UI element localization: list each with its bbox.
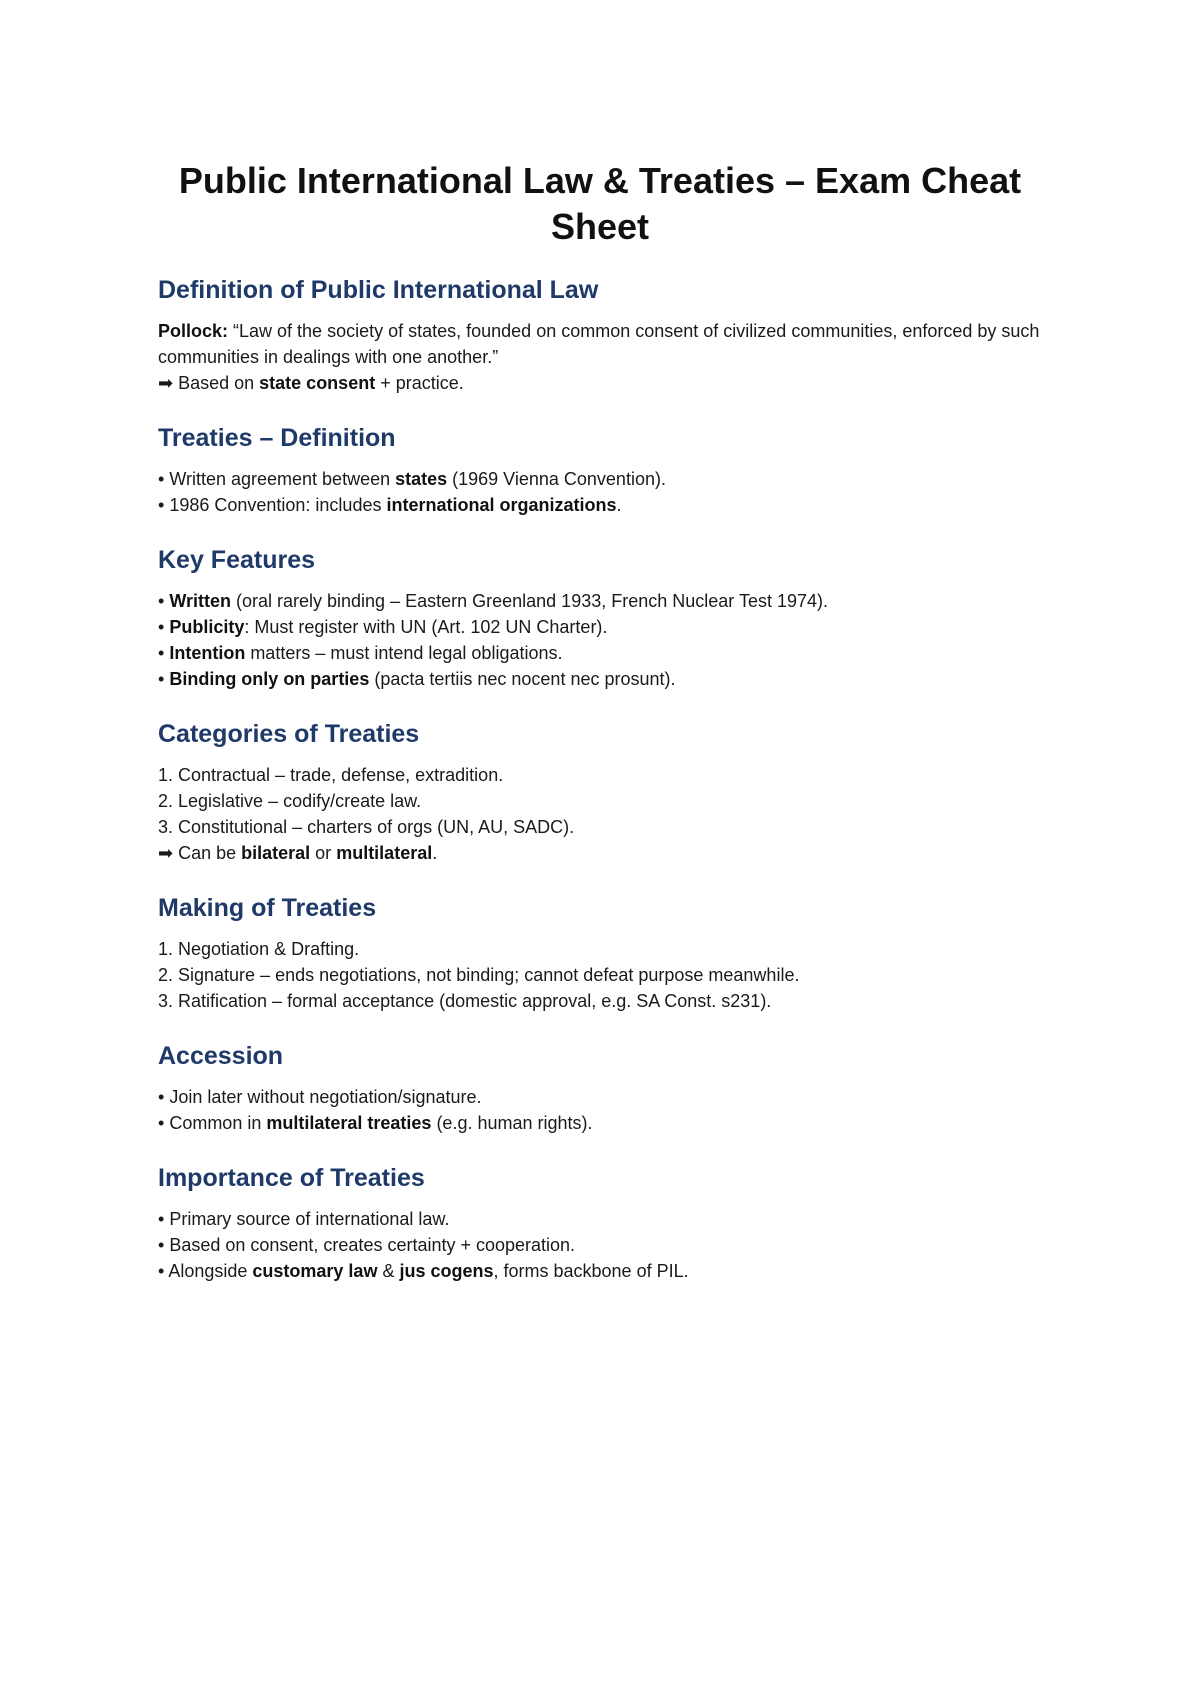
section-body — [158, 588, 1042, 692]
section-categories-of-treaties — [158, 718, 1042, 866]
list-item: ➡ Based on state consent + practice. — [158, 373, 464, 393]
list-item: 3. Ratification – formal acceptance (domestic approval, e.g. SA Const. s231). — [158, 991, 772, 1011]
bullet-icon: • — [158, 495, 165, 515]
list-item: • Written agreement between states (1969 Vienna Convention). — [158, 469, 666, 489]
bullet-icon: • — [158, 1113, 165, 1133]
bullet-icon: • — [158, 1235, 165, 1255]
section-body — [158, 936, 1042, 1014]
arrow-icon: ➡ — [158, 843, 174, 863]
section-body — [158, 318, 1042, 396]
bullet-icon: • — [158, 591, 165, 611]
list-item: • Based on consent, creates certainty + cooperation. — [158, 1235, 576, 1255]
section-heading: Treaties – Definition — [158, 424, 396, 452]
list-item: • Written (oral rarely binding – Eastern Greenland 1933, French Nuclear Test 1974). — [158, 591, 828, 611]
bullet-icon: • — [158, 1087, 165, 1107]
section-heading: Definition of Public International Law — [158, 276, 599, 304]
bullet-icon: • — [158, 1261, 165, 1281]
bullet-icon: • — [158, 469, 165, 489]
list-item: • Join later without negotiation/signature. — [158, 1087, 482, 1107]
bullet-icon: • — [158, 1209, 165, 1229]
list-item: 2. Signature – ends negotiations, not binding; cannot defeat purpose meanwhile. — [158, 965, 800, 985]
bullet-icon: • — [158, 617, 165, 637]
section-heading: Accession — [158, 1042, 284, 1070]
section-body — [158, 466, 1042, 518]
list-item: 1. Negotiation & Drafting. — [158, 939, 360, 959]
section-body — [158, 1206, 1042, 1284]
section-definition-pil — [158, 274, 1042, 396]
list-item: • Primary source of international law. — [158, 1209, 450, 1229]
section-treaties-definition — [158, 422, 1042, 518]
page-title: Public International Law & Treaties – Exam Cheat Sheet — [178, 160, 1022, 247]
list-item: • Common in multilateral treaties (e.g. human rights). — [158, 1113, 593, 1133]
list-item: • Binding only on parties (pacta tertiis nec nocent nec prosunt). — [158, 669, 676, 689]
section-heading: Making of Treaties — [158, 894, 377, 922]
bullet-icon: • — [158, 669, 165, 689]
bullet-icon: • — [158, 643, 165, 663]
author-label: Pollock: — [158, 321, 229, 341]
section-key-features — [158, 544, 1042, 692]
section-heading: Categories of Treaties — [158, 720, 420, 748]
section-accession — [158, 1040, 1042, 1136]
section-making-of-treaties — [158, 892, 1042, 1014]
list-item: ➡ Can be bilateral or multilateral. — [158, 843, 438, 863]
section-body — [158, 1084, 1042, 1136]
quote-text: “Law of the society of states, founded on common consent of civilized communities, enforced by such communities in dealings with one another.” — [158, 321, 1040, 367]
section-heading: Key Features — [158, 546, 316, 574]
section-importance-of-treaties — [158, 1162, 1042, 1284]
definition-quote — [158, 318, 1042, 370]
list-item: 2. Legislative – codify/create law. — [158, 791, 422, 811]
list-item: • Alongside customary law & jus cogens, forms backbone of PIL. — [158, 1261, 689, 1281]
list-item: • Publicity: Must register with UN (Art. 102 UN Charter). — [158, 617, 608, 637]
arrow-icon: ➡ — [158, 373, 174, 393]
section-body — [158, 762, 1042, 866]
list-item: 3. Constitutional – charters of orgs (UN, AU, SADC). — [158, 817, 575, 837]
list-item: 1. Contractual – trade, defense, extradition. — [158, 765, 504, 785]
list-item: • 1986 Convention: includes international organizations. — [158, 495, 622, 515]
section-heading: Importance of Treaties — [158, 1164, 425, 1192]
list-item: • Intention matters – must intend legal obligations. — [158, 643, 563, 663]
